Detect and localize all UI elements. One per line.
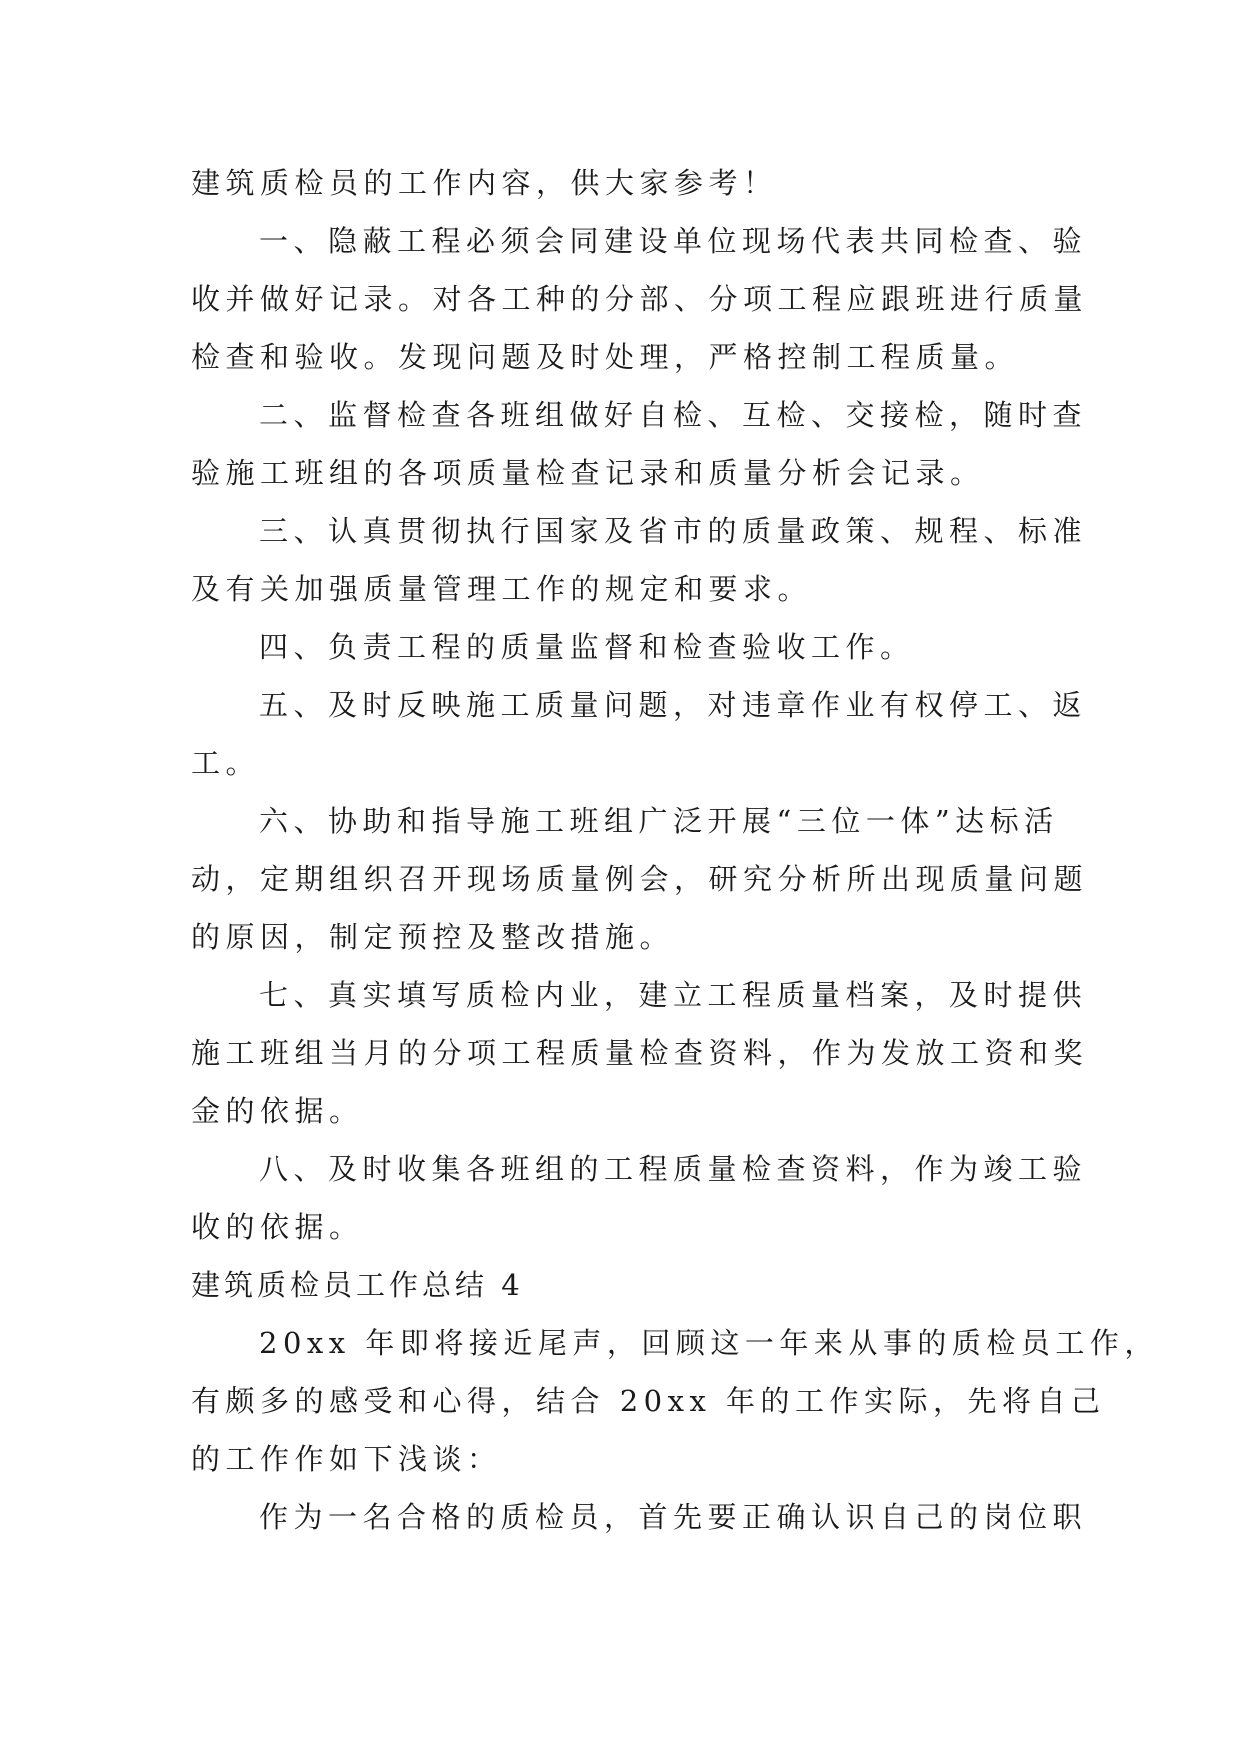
paragraph-intro: 20xx 年即将接近尾声，回顾这一年来从事的质检员工作， [259, 1326, 1159, 1360]
text-line: 工。 [191, 746, 261, 780]
text-line: 建筑质检员的工作内容，供大家参考！ [191, 166, 778, 200]
text-line: 有颇多的感受和心得，结合 20xx 年的工作实际，先将自己 [191, 1384, 1106, 1418]
document-body [191, 154, 1159, 1546]
text-line: 及有关加强质量管理工作的规定和要求。 [191, 572, 813, 606]
paragraph-item-8: 八、及时收集各班组的工程质量检查资料，作为竣工验 [259, 1152, 1088, 1186]
paragraph-item-1: 一、隐蔽工程必须会同建设单位现场代表共同检查、验 [259, 224, 1088, 258]
paragraph-body: 作为一名合格的质检员，首先要正确认识自己的岗位职 [259, 1500, 1088, 1534]
paragraph-item-5: 五、及时反映施工质量问题，对违章作业有权停工、返 [259, 688, 1088, 722]
text-line: 动，定期组织召开现场质量例会，研究分析所出现质量问题 [191, 862, 1089, 896]
text-line: 的原因，制定预控及整改措施。 [191, 920, 675, 954]
paragraph-item-7: 七、真实填写质检内业，建立工程质量档案，及时提供 [259, 978, 1088, 1012]
text-line: 的工作作如下浅谈： [191, 1442, 502, 1476]
text-line: 检查和验收。发现问题及时处理，严格控制工程质量。 [191, 340, 1020, 374]
text-line: 金的依据。 [191, 1094, 364, 1128]
paragraph-item-3: 三、认真贯彻执行国家及省市的质量政策、规程、标准 [259, 514, 1088, 548]
paragraph-item-6: 六、协助和指导施工班组广泛开展“三位一体”达标活 [259, 804, 1059, 838]
paragraph-item-2: 二、监督检查各班组做好自检、互检、交接检，随时查 [259, 398, 1088, 432]
text-line: 收并做好记录。对各工种的分部、分项工程应跟班进行质量 [191, 282, 1089, 316]
paragraph-item-4: 四、负责工程的质量监督和检查验收工作。 [259, 630, 915, 664]
section-heading: 建筑质检员工作总结 4 [191, 1268, 524, 1302]
text-line: 收的依据。 [191, 1210, 364, 1244]
text-line: 验施工班组的各项质量检查记录和质量分析会记录。 [191, 456, 985, 490]
text-line: 施工班组当月的分项工程质量检查资料，作为发放工资和奖 [191, 1036, 1089, 1070]
